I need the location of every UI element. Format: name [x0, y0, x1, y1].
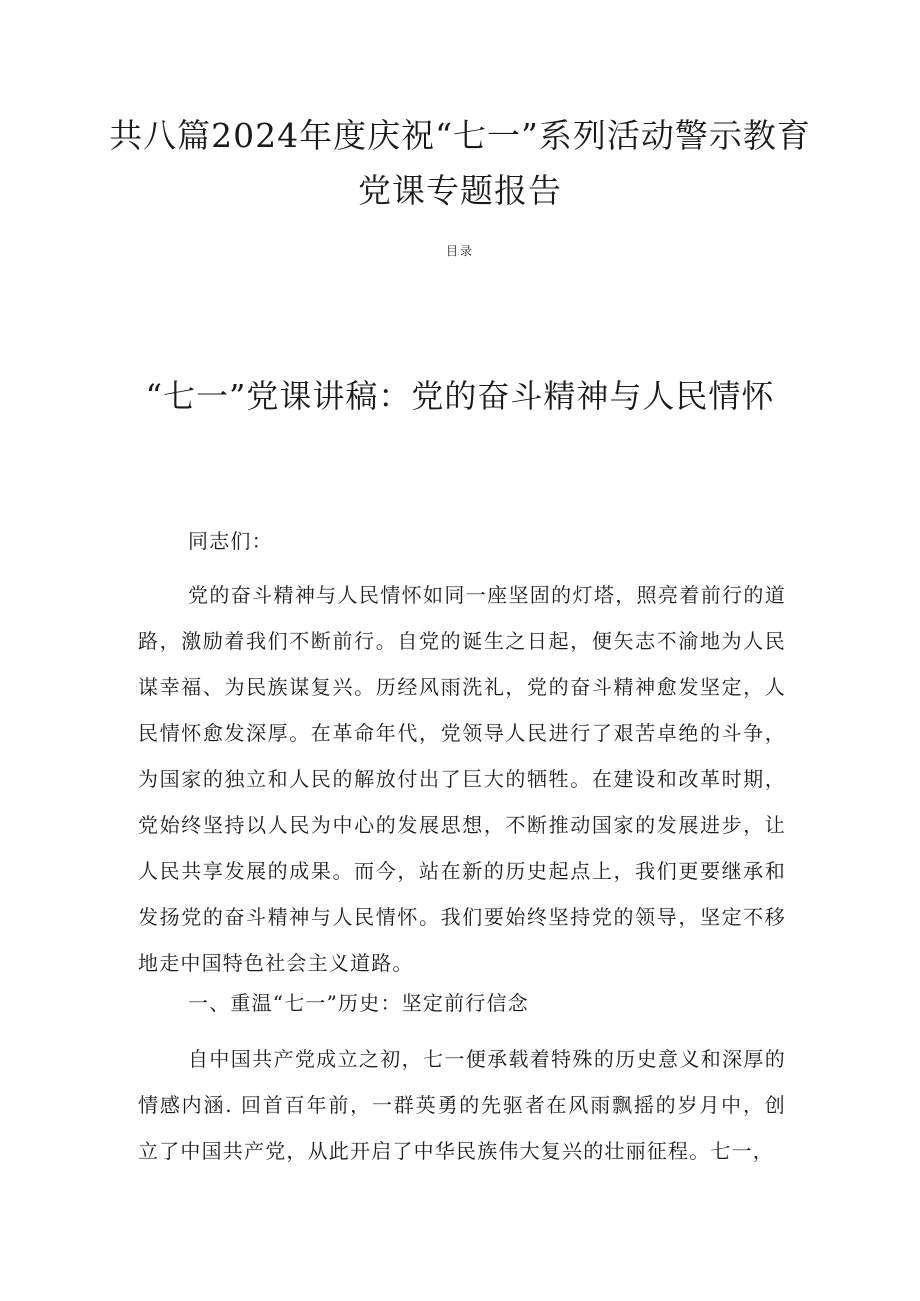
section-title: “七一”党课讲稿：党的奋斗精神与人民情怀 — [145, 377, 775, 415]
toc-label: 目录 — [445, 244, 474, 258]
heading-1: 一、重温“七一”历史：坚定前行信念 — [188, 991, 529, 1015]
document-title: 共八篇2024年度庆祝“七一”系列活动警示教育党课专题报告 — [109, 116, 811, 210]
salutation: 同志们： — [188, 529, 273, 553]
paragraph-1: 党的奋斗精神与人民情怀如同一座坚固的灯塔，照亮着前行的道路，激励着我们不断前行。自党的诞生之日起，便矢志不渝地为人民谋幸福、为民族谋复兴。历经风雨洗礼，党的奋斗精神愈发坚定，人民情怀愈发深厚。在革命年代，党领导人民进行了艰苦卓绝的斗争，为国家的独立和人民的解放付出了巨大的牺牲。在建设和改革时期，党始终坚持以人民为中心的发展思想，不断推动国家的发展进步，让人民共享发展的成果。而今，站在新的历史起点上，我们更要继承和发扬党的奋斗精神与人民情怀。我们要始终坚持党的领导，坚定不移地走中国特色社会主义道路。 — [138, 583, 786, 975]
paragraph-2: 自中国共产党成立之初，七一便承载着特殊的历史意义和深厚的情感内涵. 回首百年前，一群英勇的先驱者在风雨飘摇的岁月中，创立了中国共产党，从此开启了中华民族伟大复兴的壮丽征程。七一， — [138, 1047, 786, 1163]
